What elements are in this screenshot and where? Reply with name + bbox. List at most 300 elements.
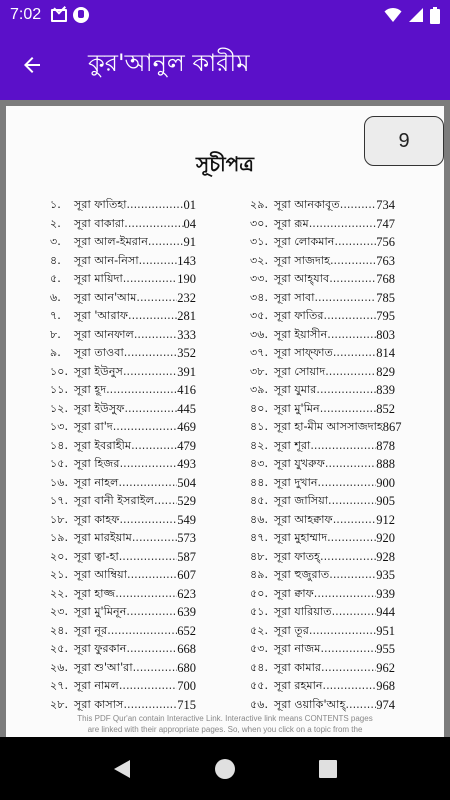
toc-entry-page: 756 — [376, 235, 395, 249]
toc-entry-number: ৪৪. — [250, 475, 269, 489]
toc-entry-name: সূরা হাজ্জ — [74, 586, 116, 600]
toc-entry[interactable] — [250, 455, 395, 474]
toc-entry-leader — [325, 455, 376, 474]
toc-entry[interactable] — [50, 326, 196, 345]
toc-entry-page: 768 — [376, 272, 395, 286]
toc-entry-number: ১৩. — [50, 420, 69, 433]
gmail-notification-icon — [51, 9, 67, 22]
toc-entry-name: সূরা যুখরুফ — [274, 457, 325, 470]
toc-entry[interactable] — [50, 511, 196, 530]
toc-entry[interactable] — [50, 363, 196, 382]
toc-entry-number: ৪৬. — [250, 512, 269, 526]
toc-entry[interactable] — [250, 270, 395, 289]
toc-entry-number: ৩৯. — [250, 383, 269, 396]
toc-entry-page: 888 — [376, 457, 395, 471]
arrow-back-icon — [20, 53, 44, 77]
toc-entry-page: 939 — [376, 586, 395, 601]
toc-entry[interactable] — [50, 529, 196, 548]
toc-entry-number: ২০. — [50, 549, 69, 563]
system-status-icons — [384, 7, 440, 24]
toc-entry-page: 91 — [183, 235, 196, 249]
toc-entry-name: সূরা শূরা — [274, 438, 311, 452]
footer-note — [6, 713, 444, 735]
status-time: 7:02 — [10, 6, 42, 23]
toc-entry-leader — [323, 677, 377, 696]
toc-entry-name: সূরা সাফ্‌ফাত — [274, 346, 333, 359]
toc-entry-leader — [345, 696, 376, 715]
toc-entry-page: 920 — [376, 531, 395, 545]
toc-entry-leader — [327, 326, 376, 345]
toc-entry-number: ১৭. — [50, 494, 69, 507]
toc-entry-leader — [314, 585, 376, 604]
toc-entry-leader — [139, 252, 178, 271]
toc-entry-leader — [329, 566, 376, 585]
toc-entry[interactable] — [250, 474, 395, 493]
toc-entry[interactable] — [50, 344, 196, 363]
toc-entry-number: ৪২. — [250, 438, 269, 452]
toc-entry-page: 763 — [376, 253, 395, 268]
toc-entry[interactable] — [50, 603, 196, 622]
toc-entry[interactable] — [250, 215, 395, 234]
toc-entry-name: সূরা মু'মিন — [274, 401, 320, 415]
toc-entry-leader — [318, 474, 377, 493]
toc-entry-page: 587 — [177, 549, 196, 564]
toc-entry-leader — [328, 492, 376, 511]
toc-entry[interactable] — [250, 677, 395, 696]
toc-entry-leader — [123, 696, 177, 715]
toc-entry[interactable] — [50, 492, 196, 511]
toc-entry-page: 928 — [376, 549, 395, 564]
toc-entry-page: 852 — [376, 401, 395, 416]
toc-entry-page: 944 — [376, 605, 395, 619]
toc-entry-leader — [327, 529, 376, 548]
toc-entry-page: 333 — [177, 327, 196, 342]
nav-recents-button[interactable] — [308, 749, 348, 789]
toc-entry[interactable] — [250, 659, 395, 678]
toc-entry-leader — [120, 455, 178, 474]
toc-entry-leader — [126, 196, 183, 215]
toc-entry[interactable] — [250, 548, 395, 567]
toc-entry-name: সূরা হুজুরাত — [274, 568, 330, 581]
toc-entry-name: সূরা মুহাম্মাদ — [274, 531, 328, 544]
toc-entry-leader — [106, 381, 177, 400]
toc-entry-leader — [330, 252, 376, 271]
toc-column-left — [50, 196, 240, 714]
toc-entry[interactable] — [250, 603, 395, 622]
signal-icon — [408, 7, 424, 23]
toc-entry[interactable] — [250, 511, 395, 530]
toc-entry-leader — [134, 326, 177, 345]
toc-entry-name: সূরা মু'মিনূন — [74, 605, 127, 618]
toc-entry-name: সূরা হা-মীম আসসাজদাহ — [274, 420, 383, 433]
toc-entry[interactable] — [250, 363, 395, 382]
toc-entry[interactable] — [250, 326, 395, 345]
toc-heading: সূচীপত্র — [196, 152, 254, 176]
toc-entry[interactable] — [50, 233, 196, 252]
toc-entry[interactable] — [50, 418, 196, 437]
toc-entry-number: ১১. — [50, 383, 69, 396]
toc-entry-leader — [333, 511, 377, 530]
toc-entry-page: 668 — [177, 642, 196, 656]
toc-entry-name: সূরা ইয়াসীন — [274, 327, 328, 341]
toc-entry-number: ৩১. — [250, 235, 269, 248]
toc-entry-leader — [334, 233, 376, 252]
toc-entry[interactable] — [250, 252, 395, 271]
circle-home-icon — [214, 758, 236, 780]
toc-entry-number: ৩. — [50, 235, 61, 248]
toc-entry-number: ১৪. — [50, 438, 69, 452]
toc-entry-number: ৩২. — [250, 253, 269, 267]
toc-entry-leader — [124, 215, 183, 234]
toc-entry-name: সূরা কাসাস — [74, 697, 124, 711]
toc-entry-page: 190 — [177, 272, 196, 286]
toc-entry[interactable] — [250, 622, 395, 641]
toc-entry[interactable] — [50, 548, 196, 567]
nav-back-button[interactable] — [102, 749, 142, 789]
toc-entry[interactable] — [50, 585, 196, 604]
toc-entry-page: 573 — [177, 531, 196, 545]
toc-entry-name: সূরা আম্বিয়া — [74, 568, 128, 581]
toc-entry[interactable] — [250, 437, 395, 456]
toc-entry[interactable] — [50, 566, 196, 585]
toc-entry[interactable] — [50, 270, 196, 289]
toc-entry-name: সূরা তাওবা — [74, 346, 124, 359]
toc-entry[interactable] — [250, 696, 395, 715]
toc-entry[interactable] — [50, 640, 196, 659]
toc-entry-name: সূরা আনকাবূত — [274, 198, 340, 211]
toc-entry-page: 549 — [177, 512, 196, 527]
toc-entry[interactable] — [250, 492, 395, 511]
toc-entry-page: 912 — [376, 512, 395, 527]
toc-entry-name: সূরা রূম — [274, 216, 309, 230]
toc-entry-number: ৪৯. — [250, 568, 269, 581]
toc-entry-leader — [132, 529, 177, 548]
pdf-viewer[interactable] — [0, 100, 450, 737]
toc-entry-name: সূরা ফাতিহা — [74, 198, 127, 211]
toc-entry[interactable] — [250, 529, 395, 548]
toc-entry-leader — [316, 381, 376, 400]
toc-entry-number: ৪০. — [250, 401, 269, 415]
notification-icons — [51, 7, 89, 23]
toc-entry[interactable] — [50, 474, 196, 493]
toc-entry-number: ৩৪. — [250, 290, 269, 304]
toc-entry-leader — [119, 548, 178, 567]
toc-entry[interactable] — [50, 196, 196, 215]
toc-entry-page: 639 — [177, 605, 196, 619]
toc-entry-name: সূরা ক্বাফ — [274, 586, 314, 600]
toc-entry-name: সূরা ওয়াকি'আহ্‌ — [274, 697, 346, 711]
nav-home-button[interactable] — [205, 749, 245, 789]
toc-entry-name: সূরা কাহফ — [74, 512, 120, 526]
toc-entry-page: 785 — [376, 290, 395, 305]
toc-entry-name: সূরা সোয়াদ — [274, 364, 326, 378]
toc-entry-page: 504 — [177, 475, 196, 490]
toc-entry-page: 700 — [177, 679, 196, 693]
toc-entry-leader — [123, 363, 177, 382]
back-button[interactable] — [0, 30, 64, 100]
toc-entry-page: 839 — [376, 383, 395, 397]
square-recents-icon — [318, 759, 338, 779]
toc-entry-name: সূরা আহক্বাফ — [274, 512, 333, 526]
toc-entry-name: সূরা সাজদাহ — [274, 253, 330, 267]
toc-entry-number: ৩৫. — [250, 309, 269, 322]
toc-entry[interactable] — [50, 659, 196, 678]
toc-entry-number: ৬. — [50, 290, 61, 304]
toc-entry-number: ২৩. — [50, 605, 69, 618]
toc-entry-name: সূরা ত্বা-হা — [74, 549, 119, 563]
toc-entry-leader — [119, 511, 177, 530]
toc-entry-leader — [123, 270, 178, 289]
toc-entry-leader — [119, 677, 177, 696]
toc-entry-leader — [133, 659, 178, 678]
status-bar — [0, 0, 450, 30]
toc-entry-page: 652 — [177, 623, 196, 638]
toc-entry-number: ২৭. — [50, 679, 69, 692]
toc-entry-page: 974 — [376, 697, 395, 712]
toc-entry-page: 867 — [382, 420, 402, 434]
pdf-page — [6, 106, 444, 737]
toc-entry-page: 232 — [177, 290, 196, 305]
toc-entry[interactable] — [50, 677, 196, 696]
toc-entry-name: সূরা মারইয়াম — [74, 531, 132, 544]
toc-entry-number: ১. — [50, 198, 61, 211]
toc-entry[interactable] — [250, 585, 395, 604]
toc-entry[interactable] — [250, 307, 395, 326]
toc-entry-number: ৫৩. — [250, 642, 269, 655]
app-notification-icon — [73, 7, 89, 23]
footer-line: are linked with their appropriate pages. So, when you click on a topic from the — [87, 725, 363, 734]
toc-entry-page: 962 — [376, 660, 395, 675]
toc-entry-page: 445 — [177, 401, 196, 416]
toc-entry-number: ৮. — [50, 327, 61, 341]
toc-entry-page: 829 — [376, 364, 395, 379]
toc-entry[interactable] — [50, 437, 196, 456]
toc-entry-page: 623 — [177, 586, 196, 601]
toc-entry-leader — [320, 400, 377, 419]
toc-entry[interactable] — [250, 233, 395, 252]
toc-entry-number: ৫৫. — [250, 679, 269, 692]
toc-entry[interactable] — [250, 344, 395, 363]
toc-entry-name: সূরা ইবরাহীম — [74, 438, 132, 452]
toc-entry-page: 469 — [177, 420, 196, 434]
toc-entry-number: ৩৮. — [250, 364, 269, 378]
toc-entry-leader — [340, 196, 376, 215]
toc-entry-name: সূরা সাবা — [274, 290, 315, 304]
toc-entry-number: ২৫. — [50, 642, 69, 655]
toc-entry-page: 951 — [376, 623, 395, 638]
toc-entry-name: সূরা মায়িদা — [74, 272, 123, 285]
toc-entry[interactable] — [50, 307, 196, 326]
toc-entry-name: সূরা জাসিয়া — [274, 494, 329, 507]
toc-entry-number: ৪৮. — [250, 549, 269, 563]
battery-icon — [430, 7, 440, 24]
toc-entry-leader — [124, 344, 178, 363]
toc-entry-name: সূরা ফুরকান — [74, 642, 127, 655]
toc-entry-number: ১০. — [50, 364, 69, 378]
toc-entry-leader — [309, 215, 377, 234]
wifi-icon — [384, 7, 402, 23]
toc-entry[interactable] — [50, 455, 196, 474]
toc-entry-name: সূরা যুমার — [274, 383, 317, 396]
toc-entry-name: সূরা ইউসুফ — [74, 401, 125, 415]
app-title: কুর'আনুল কারীম — [88, 49, 250, 77]
toc-entry-number: ৪৭. — [250, 531, 269, 544]
toc-entry-number: ৪৩. — [250, 457, 269, 470]
toc-entry-page: 607 — [177, 568, 196, 582]
toc-column-right — [250, 196, 402, 714]
toc-entry-name: সূরা নূর — [74, 623, 108, 637]
toc-entry-leader — [321, 640, 377, 659]
toc-entry-page: 281 — [177, 309, 196, 323]
toc-entry-leader — [309, 622, 376, 641]
toc-entry-name: সূরা বাকারা — [74, 216, 125, 230]
toc-entry-page: 493 — [177, 457, 196, 471]
toc-entry-leader — [131, 437, 177, 456]
toc-entry-number: ৫০. — [250, 586, 269, 600]
toc-entry-leader — [329, 270, 376, 289]
triangle-back-icon — [112, 758, 132, 780]
toc-entry-page: 878 — [376, 438, 395, 453]
toc-entry-leader — [154, 492, 177, 511]
toc-entry-name: সূরা লোকমান — [274, 235, 335, 248]
toc-entry-number: ৯. — [50, 346, 61, 359]
toc-entry-leader — [148, 233, 184, 252]
toc-entry-number: ১৮. — [50, 512, 69, 526]
toc-entry-number: ৩৭. — [250, 346, 269, 359]
toc-entry-number: ৫৬. — [250, 697, 269, 711]
toc-entry-page: 143 — [177, 253, 196, 268]
toc-entry-name: সূরা নাজম — [274, 642, 321, 655]
toc-entry-number: ১২. — [50, 401, 69, 415]
toc-entry[interactable] — [50, 289, 196, 308]
toc-entry-number: ১৫. — [50, 457, 69, 470]
toc-entry-number: ৩৬. — [250, 327, 269, 341]
toc-entry-number: ৫৪. — [250, 660, 269, 674]
toc-entry-name: সূরা 'আরাফ — [74, 309, 129, 322]
toc-entry-number: ৫২. — [250, 623, 269, 637]
toc-entry-name: সূরা ফাতহ্‌ — [274, 549, 321, 563]
toc-entry[interactable] — [50, 215, 196, 234]
toc-entry-page: 416 — [177, 383, 196, 397]
toc-entry-page: 803 — [376, 327, 395, 342]
toc-entry-number: ২১. — [50, 568, 69, 581]
toc-entry-number: ৫১. — [250, 605, 269, 618]
toc-entry-name: সূরা আল-ইমরান — [74, 235, 148, 248]
toc-entry-name: সূরা দুখান — [274, 475, 318, 489]
toc-entry-number: ৫. — [50, 272, 61, 285]
toc-entry-page: 935 — [376, 568, 395, 582]
toc-entry-leader — [136, 289, 177, 308]
toc-entry-number: ৩৩. — [250, 272, 269, 285]
toc-entry-name: সূরা হূদ — [74, 383, 107, 396]
toc-entry-name: সূরা কামার — [274, 660, 322, 674]
toc-entry-name: সূরা হিজর — [74, 457, 120, 470]
toc-entry[interactable] — [50, 696, 196, 715]
toc-entry-page: 968 — [376, 679, 395, 693]
toc-entry-page: 955 — [376, 642, 395, 656]
toc-entry-page: 715 — [177, 697, 196, 712]
toc-entry-number: ২৯. — [250, 198, 269, 211]
toc-entry[interactable] — [50, 622, 196, 641]
toc-entry-number: ৭. — [50, 309, 61, 322]
toc-entry-page: 814 — [376, 346, 395, 360]
toc-entry-leader — [333, 344, 376, 363]
toc-entry[interactable] — [250, 400, 395, 419]
toc-entry-leader — [113, 418, 178, 437]
toc-entry-number: ৪১. — [250, 420, 269, 433]
toc-entry[interactable] — [250, 381, 395, 400]
toc-entry-number: ২৮. — [50, 697, 69, 711]
toc-entry-number: ২৬. — [50, 660, 69, 674]
toc-entry-page: 747 — [376, 216, 395, 231]
toc-entry[interactable] — [250, 289, 395, 308]
app-bar — [0, 30, 450, 100]
toc-entry-page: 479 — [177, 438, 196, 453]
toc-entry-leader — [127, 566, 177, 585]
toc-entry[interactable] — [250, 196, 395, 215]
toc-entry-leader — [332, 603, 377, 622]
toc-entry-name: সূরা ফাতির — [274, 309, 324, 322]
footer-line: This PDF Qur'an contain Interactive Link. Interactive link means CONTENTS pages — [77, 714, 373, 723]
toc-entry-name: সূরা আহ্‌যাব — [274, 272, 330, 285]
toc-entry-leader — [128, 307, 177, 326]
navigation-bar — [0, 737, 450, 800]
toc-entry-page: 391 — [177, 364, 196, 379]
toc-entry-leader — [126, 640, 177, 659]
toc-entry[interactable] — [50, 400, 196, 419]
toc-entry-leader — [324, 307, 377, 326]
toc-entry-name: সূরা রহমান — [274, 679, 323, 692]
toc-entry-page: 01 — [183, 198, 196, 212]
toc-entry-number: ৪. — [50, 253, 61, 267]
toc-entry[interactable] — [250, 640, 395, 659]
toc-entry-leader — [314, 289, 376, 308]
toc-entry-number: ২. — [50, 216, 61, 230]
toc-entry-leader — [310, 437, 376, 456]
toc-entry-leader — [126, 603, 177, 622]
toc-entry-page: 900 — [376, 475, 395, 490]
toc-entry-name: সূরা তূর — [274, 623, 309, 637]
toc-entry-name: সূরা নাহল — [74, 475, 119, 489]
toc-entry[interactable] — [50, 381, 196, 400]
toc-entry-leader — [325, 363, 376, 382]
toc-entry-name: সূরা যারিয়াত — [274, 605, 332, 618]
toc-entry-name: সূরা ইউনুস — [74, 364, 123, 378]
toc-entry-page: 529 — [177, 494, 196, 508]
toc-entry[interactable] — [250, 566, 395, 585]
toc-entry-name: সূরা আন-নিসা — [74, 253, 139, 267]
toc-entry-page: 352 — [177, 346, 196, 360]
toc-entry-name: সূরা বানী ইসরাইল — [74, 494, 155, 507]
toc-entry-leader — [118, 474, 177, 493]
toc-entry-leader — [321, 659, 376, 678]
toc-entry-name: সূরা রা'দ — [74, 420, 113, 433]
toc-entry-number: ১৬. — [50, 475, 69, 489]
toc-entry-name: সূরা শু'আ'রা — [74, 660, 133, 674]
toc-entry[interactable] — [250, 418, 402, 437]
toc-entry-leader — [107, 622, 177, 641]
page-number-badge[interactable]: 9 — [364, 116, 444, 166]
toc-entry-page: 795 — [376, 309, 395, 323]
toc-entry-number: ২২. — [50, 586, 69, 600]
toc-entry-number: ৪৫. — [250, 494, 269, 507]
toc-entry-page: 04 — [183, 216, 196, 231]
toc-entry-leader — [115, 585, 177, 604]
toc-entry-name: সূরা নামল — [74, 679, 119, 692]
toc-entry[interactable] — [50, 252, 196, 271]
toc-entry-page: 680 — [177, 660, 196, 675]
toc-entry-number: ২৪. — [50, 623, 69, 637]
